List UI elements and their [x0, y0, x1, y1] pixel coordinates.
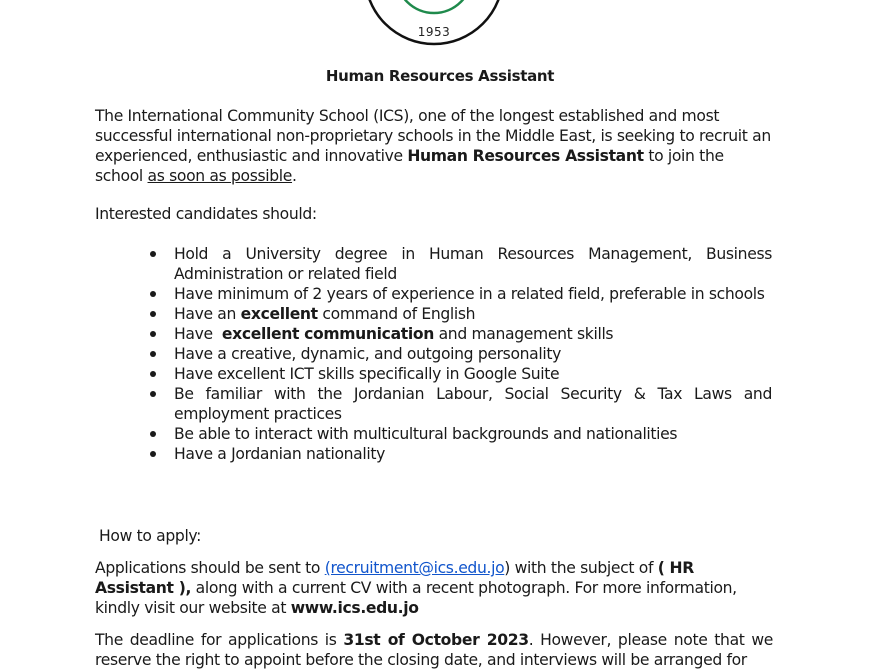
website-url: www.ics.edu.jo	[290, 599, 419, 617]
school-logo-seal	[363, 0, 505, 46]
requirement-item	[174, 304, 772, 324]
requirement-item	[174, 384, 772, 424]
requirements-list	[174, 244, 772, 464]
requirement-bold: excellent	[240, 305, 318, 323]
bullet-icon	[150, 371, 156, 377]
requirement-text: Have excellent ICT skills specifically in Google Suite	[174, 365, 560, 383]
intro-text-2: to join the school	[95, 147, 724, 185]
apply-text: Applications should be sent to	[95, 559, 325, 577]
deadline-text: The deadline for applications is	[95, 631, 344, 649]
intro-text-3: .	[292, 167, 297, 185]
application-instructions	[95, 558, 775, 618]
bullet-icon	[150, 431, 156, 437]
bullet-icon	[150, 291, 156, 297]
email-subject: ( HR Assistant ),	[95, 559, 694, 597]
requirement-text: Have minimum of 2 years of experience in a related field, preferable in schools	[174, 285, 765, 303]
bullet-icon	[150, 391, 156, 397]
requirement-text: Have an	[174, 305, 241, 323]
requirement-item	[174, 284, 772, 304]
intro-job-title: Human Resources Assistant	[407, 147, 644, 165]
bullet-icon	[150, 311, 156, 317]
requirement-bold: excellent communication	[221, 325, 434, 343]
bullet-icon	[150, 251, 156, 257]
requirement-item	[174, 344, 772, 364]
requirement-text-after: command of English	[317, 305, 476, 323]
intro-asap: as soon as possible	[147, 167, 293, 185]
recruitment-email-link[interactable]: (recruitment@ics.edu.jo	[324, 559, 505, 577]
bullet-icon	[150, 451, 156, 457]
requirement-text: Have a Jordanian nationality	[174, 445, 385, 463]
deadline-date: 31st of October 2023	[343, 631, 529, 649]
requirement-text: Be able to interact with multicultural backgrounds and nationalities	[174, 425, 678, 443]
interested-label: Interested candidates should:	[95, 205, 317, 223]
how-to-apply-heading: How to apply:	[99, 527, 202, 545]
intro-paragraph	[95, 106, 775, 186]
logo-year: 1953	[417, 25, 451, 39]
bullet-icon	[150, 351, 156, 357]
requirement-item	[174, 244, 772, 284]
deadline-text-2: . However, please note that we reserve the right to appoint before the closing date, and interviews will be arranged for	[95, 631, 773, 669]
requirement-text: Have	[174, 325, 222, 343]
requirement-text-after: and management skills	[433, 325, 614, 343]
page-title: Human Resources Assistant	[325, 67, 555, 85]
apply-text-2: ) with the subject of	[504, 559, 658, 577]
apply-text-3: along with a current CV with a recent photograph. For more information, kindly visit our website at	[95, 579, 737, 617]
requirement-text: Have a creative, dynamic, and outgoing personality	[174, 345, 561, 363]
requirement-item	[174, 364, 772, 384]
requirement-item	[174, 324, 772, 344]
seal-rings-icon	[363, 0, 505, 46]
intro-text: The International Community School (ICS), one of the longest established and most successful international non-proprietary schools in the Middle East, is seeking to recruit an experienced, enthusiastic and innovative	[95, 107, 771, 165]
requirement-item	[174, 444, 772, 464]
requirement-text: Be familiar with the Jordanian Labour, Social Security & Tax Laws and employment practices	[174, 385, 772, 423]
bullet-icon	[150, 331, 156, 337]
deadline-paragraph	[95, 630, 773, 670]
requirement-text: Hold a University degree in Human Resources Management, Business Administration or related field	[174, 245, 772, 283]
requirement-item	[174, 424, 772, 444]
